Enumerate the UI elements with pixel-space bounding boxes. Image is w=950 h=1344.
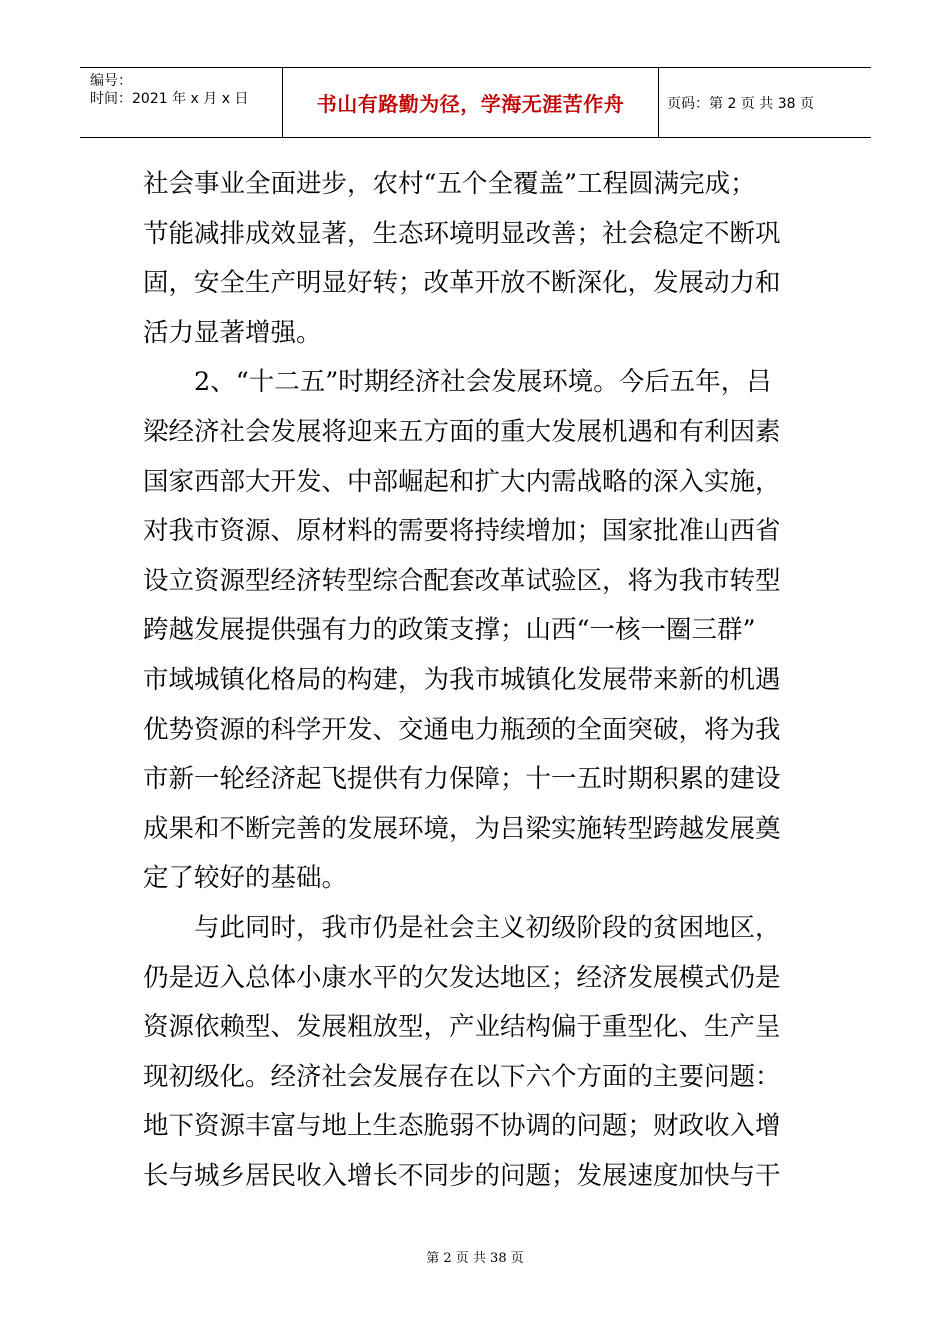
text-line: 国家西部大开发、中部崛起和扩大内需战略的深入实施，	[143, 466, 781, 497]
body-text	[143, 160, 808, 1201]
header-page-info-cell	[659, 68, 871, 137]
text-line: 定了较好的基础。	[143, 863, 348, 894]
text-line: 地下资源丰富与地上生态脆弱不协调的问题；财政收入增	[143, 1111, 781, 1142]
text-line: 设立资源型经济转型综合配套改革试验区，将为我市转型	[143, 565, 781, 596]
text-line: 与此同时，我市仍是社会主义初级阶段的贫困地区，	[143, 912, 781, 943]
text-line: 梁经济社会发展将迎来五方面的重大发展机遇和有利因素	[143, 416, 781, 447]
header-motto: 书山有路勤为径，学海无涯苦作舟	[316, 92, 625, 116]
header-meta	[80, 68, 283, 137]
text-line: 市域城镇化格局的构建，为我市城镇化发展带来新的机遇	[143, 664, 781, 695]
page-footer	[0, 1247, 950, 1266]
text-line: 活力显著增强。	[143, 317, 322, 348]
document-body	[143, 160, 808, 1201]
text-line: 现初级化。经济社会发展存在以下六个方面的主要问题：	[143, 1061, 781, 1092]
page-header	[80, 67, 871, 138]
header-motto-cell	[283, 68, 659, 137]
text-line: 社会事业全面进步，农村“五个全覆盖”工程圆满完成；	[143, 169, 756, 199]
document-time-label: 时间：2021 年 x 月 x 日	[90, 91, 249, 107]
text-line: 成果和不断完善的发展环境，为吕梁实施转型跨越发展奠	[143, 813, 781, 844]
text-line: 2、“十二五”时期经济社会发展环境。今后五年，吕	[143, 367, 772, 398]
header-page-info: 页码：第 2 页 共 38 页	[667, 95, 814, 112]
text-line: 优势资源的科学开发、交通电力瓶颈的全面突破，将为我	[143, 714, 781, 745]
text-line: 资源依赖型、发展粗放型，产业结构偏于重型化、生产呈	[143, 1012, 781, 1043]
text-line: 市新一轮经济起飞提供有力保障；十一五时期积累的建设	[143, 764, 781, 795]
footer-page-number: 第 2 页 共 38 页	[426, 1251, 524, 1266]
text-line: 固，安全生产明显好转；改革开放不断深化，发展动力和	[143, 268, 781, 299]
text-line: 对我市资源、原材料的需要将持续增加；国家批准山西省	[143, 516, 781, 547]
text-line: 跨越发展提供强有力的政策支撑；山西“一核一圈三群”	[143, 615, 756, 646]
text-line: 仍是迈入总体小康水平的欠发达地区；经济发展模式仍是	[143, 962, 781, 993]
document-number-label: 编号：	[90, 73, 132, 89]
text-line: 节能减排成效显著，生态环境明显改善；社会稳定不断巩	[143, 218, 781, 249]
text-line: 长与城乡居民收入增长不同步的问题；发展速度加快与干	[143, 1160, 781, 1191]
